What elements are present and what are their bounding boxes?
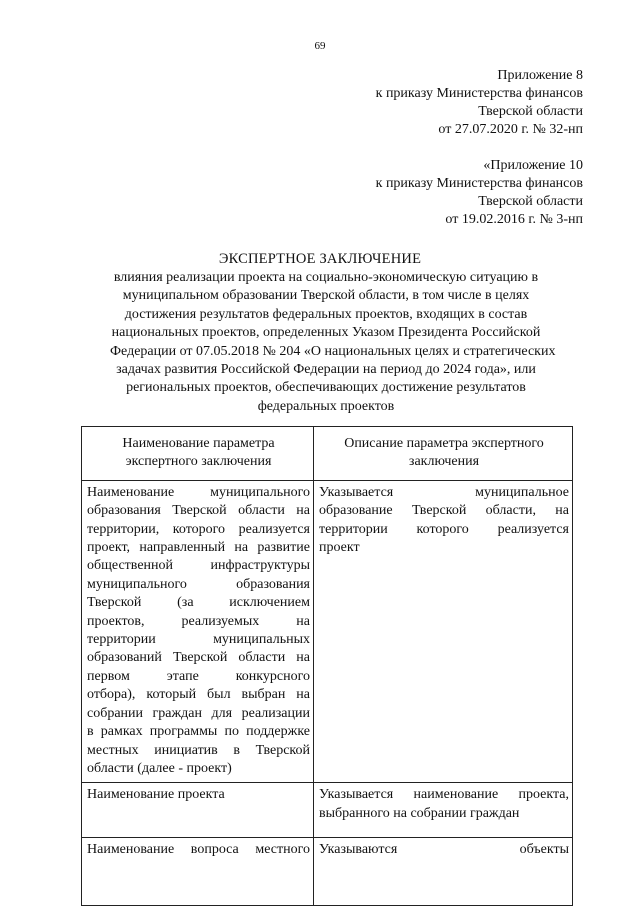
- appendix-8-line: Тверской области: [478, 104, 583, 119]
- cell-line: проект: [319, 540, 360, 556]
- cell-line: Указывается муниципальное: [319, 484, 569, 500]
- header-line: экспертного заключения: [125, 454, 272, 470]
- parameter-cell: [82, 480, 314, 783]
- subtitle-line: влияния реализации проекта на социально-экономическую ситуацию в: [113, 270, 539, 285]
- subtitle-line: федеральных проектов: [257, 398, 395, 414]
- appendix-10-line: «Приложение 10: [483, 158, 583, 173]
- cell-line: Указываются объекты: [319, 842, 569, 858]
- parameter-cell: [82, 838, 314, 906]
- document-title: ЭКСПЕРТНОЕ ЗАКЛЮЧЕНИЕ: [218, 251, 422, 267]
- cell-line: территории которого реализуется: [319, 521, 569, 537]
- cell-line: собрании граждан для реализации: [87, 705, 310, 721]
- parameter-cell: [82, 783, 314, 838]
- cell-line: проект, направленный на развитие: [87, 540, 310, 556]
- cell-line: Наименование проекта: [87, 787, 225, 803]
- cell-line: образование Тверской области, на: [319, 503, 569, 519]
- header-parameter-description: [314, 427, 573, 481]
- cell-line: Наименование муниципального: [87, 484, 310, 500]
- appendix-10-line: от 19.02.2016 г. № 3-нп: [445, 212, 583, 227]
- appendix-10-header: [376, 157, 583, 229]
- description-cell: [314, 480, 573, 783]
- header-line: заключения: [408, 454, 480, 470]
- description-cell: [314, 783, 573, 838]
- cell-line: местных инициатив в Тверской: [87, 742, 310, 758]
- appendix-8-line: Приложение 8: [497, 68, 583, 83]
- cell-line: общественной инфраструктуры: [87, 558, 310, 574]
- cell-line: Наименование вопроса местного: [87, 842, 310, 858]
- cell-line: проектов, реализуемых на: [87, 613, 310, 629]
- subtitle-line: Федерации от 07.05.2018 № 204 «О национальных целях и стратегических: [110, 343, 556, 359]
- cell-line: Тверской (за исключением: [87, 595, 310, 611]
- subtitle-line: задачах развития Российской Федерации на период до 2024 года», или: [116, 362, 536, 378]
- subtitle-line: национальных проектов, определенных Указом Президента Российской: [111, 325, 541, 341]
- subtitle-line: достижения результатов федеральных проектов, входящих в состав: [124, 306, 528, 322]
- appendix-10-line: Тверской области: [478, 194, 583, 209]
- document-subtitle: [110, 269, 556, 416]
- expert-conclusion-table: [81, 426, 573, 906]
- header-line: Описание параметра экспертного: [344, 436, 544, 451]
- appendix-10-line: к приказу Министерства финансов: [375, 176, 583, 191]
- cell-line: образования Тверской области на: [87, 503, 310, 519]
- header-line: Наименование параметра: [122, 436, 275, 451]
- appendix-8-line: к приказу Министерства финансов: [375, 86, 583, 101]
- cell-line: образований Тверской области на: [87, 650, 310, 666]
- table-row: [82, 480, 573, 783]
- cell-line: выбранного на собрании граждан: [319, 805, 520, 821]
- table-header-row: [82, 427, 573, 481]
- page-number: 69: [314, 40, 326, 52]
- cell-line: отбора), который был выбран на: [87, 687, 310, 703]
- subtitle-line: муниципальном образовании Тверской области, в том числе в целях: [122, 288, 530, 304]
- subtitle-line: региональных проектов, обеспечивающих достижение результатов: [126, 380, 526, 396]
- cell-line: области (далее - проект): [87, 760, 232, 776]
- table-row: [82, 838, 573, 906]
- header-parameter-name: [82, 427, 314, 481]
- appendix-8-line: от 27.07.2020 г. № 32-нп: [438, 122, 583, 137]
- appendix-8-header: [376, 67, 583, 139]
- cell-line: в рамках программы по поддержке: [87, 724, 310, 740]
- description-cell: [314, 838, 573, 906]
- table-row: [82, 783, 573, 838]
- cell-line: территории, которого реализуется: [87, 521, 310, 537]
- cell-line: территории муниципальных: [87, 632, 310, 648]
- cell-line: Указывается наименование проекта,: [319, 787, 569, 803]
- cell-line: муниципального образования: [87, 576, 310, 592]
- cell-line: первом этапе конкурсного: [87, 668, 310, 684]
